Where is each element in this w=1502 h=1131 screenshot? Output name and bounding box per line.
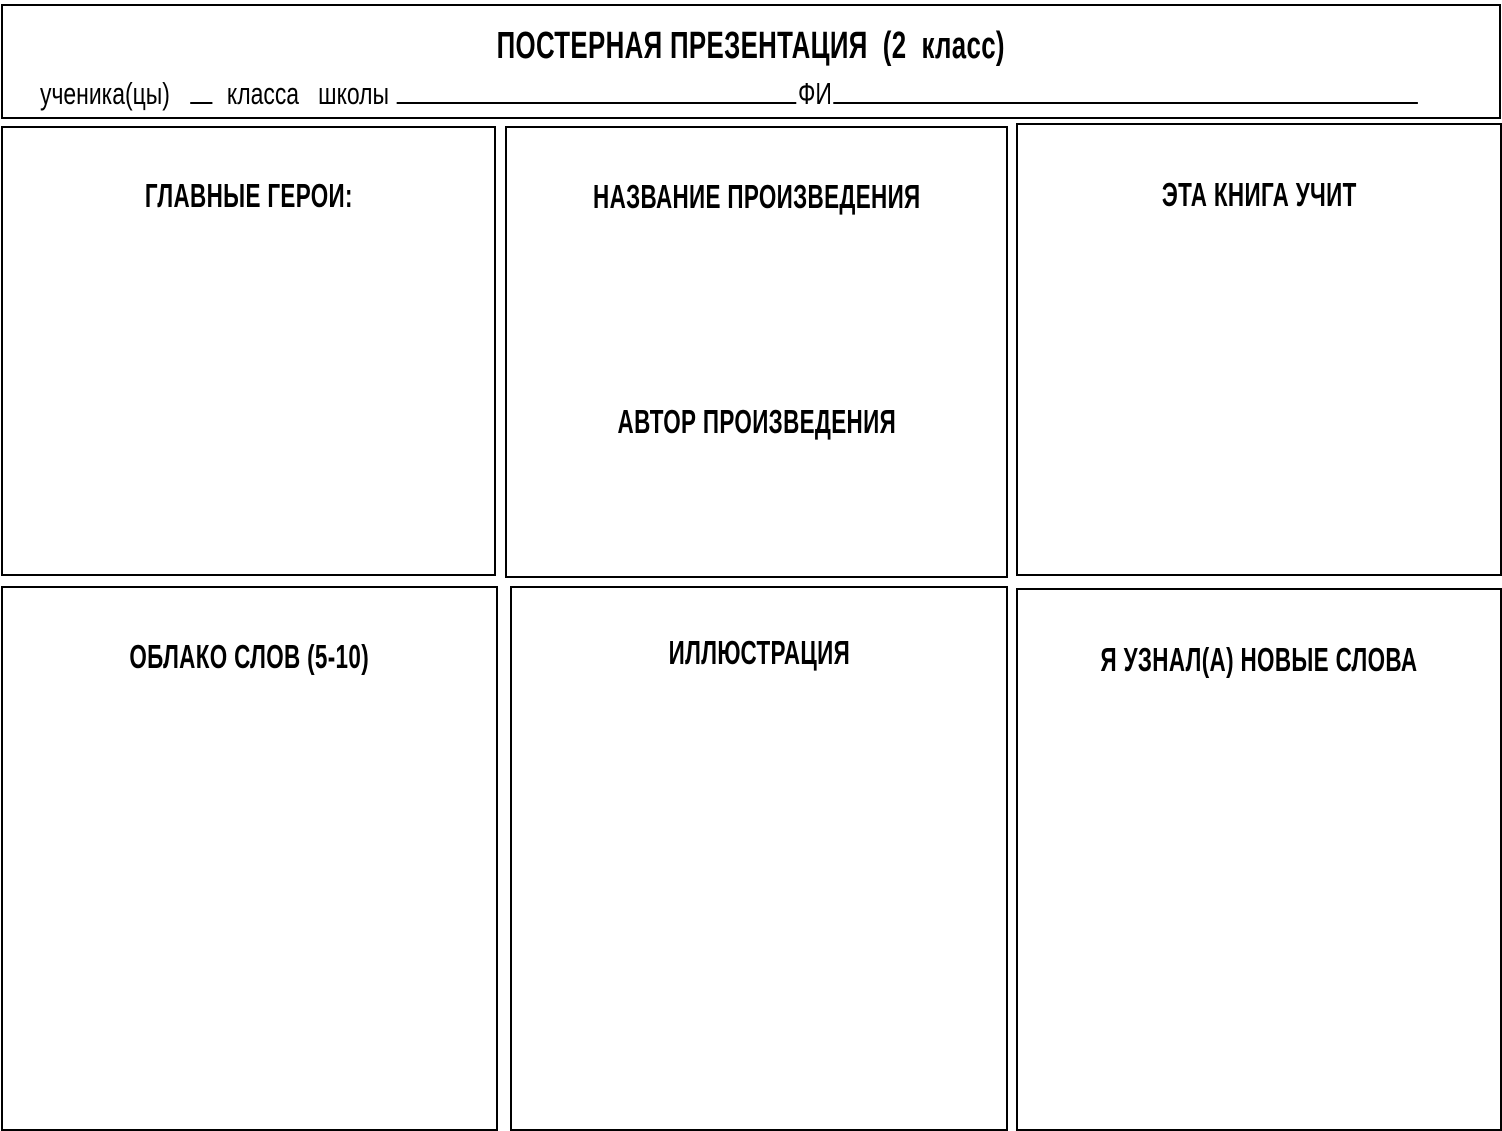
student-label: ученика(цы)	[40, 76, 170, 111]
school-label: школы	[318, 76, 390, 111]
header-panel	[1, 4, 1501, 119]
student-info-line	[40, 74, 1466, 116]
work-info-panel[interactable]	[505, 126, 1008, 578]
school-blank[interactable]	[397, 101, 797, 104]
word-cloud-label: ОБЛАКО СЛОВ (5-10)	[129, 638, 370, 675]
work-title-label: НАЗВАНИЕ ПРОИЗВЕДЕНИЯ	[592, 178, 921, 215]
class-number-blank[interactable]	[190, 101, 212, 104]
main-heroes-label: ГЛАВНЫЕ ГЕРОИ:	[144, 177, 353, 214]
illustration-label: ИЛЛЮСТРАЦИЯ	[668, 634, 850, 671]
word-cloud-panel[interactable]	[1, 586, 498, 1131]
new-words-panel[interactable]	[1016, 588, 1502, 1131]
illustration-panel[interactable]	[510, 586, 1008, 1131]
main-heroes-panel[interactable]	[1, 126, 496, 576]
work-author-label: АВТОР ПРОИЗВЕДЕНИЯ	[617, 403, 896, 440]
name-blank[interactable]	[833, 101, 1418, 104]
page-title: ПОСТЕРНАЯ ПРЕЗЕНТАЦИЯ (2 класс)	[496, 25, 1006, 67]
class-label: класса	[226, 76, 300, 111]
new-words-label: Я УЗНАЛ(А) НОВЫЕ СЛОВА	[1100, 641, 1418, 678]
book-teaches-label: ЭТА КНИГА УЧИТ	[1161, 176, 1357, 213]
name-label: ФИ	[797, 76, 832, 111]
book-teaches-panel[interactable]	[1016, 123, 1502, 576]
